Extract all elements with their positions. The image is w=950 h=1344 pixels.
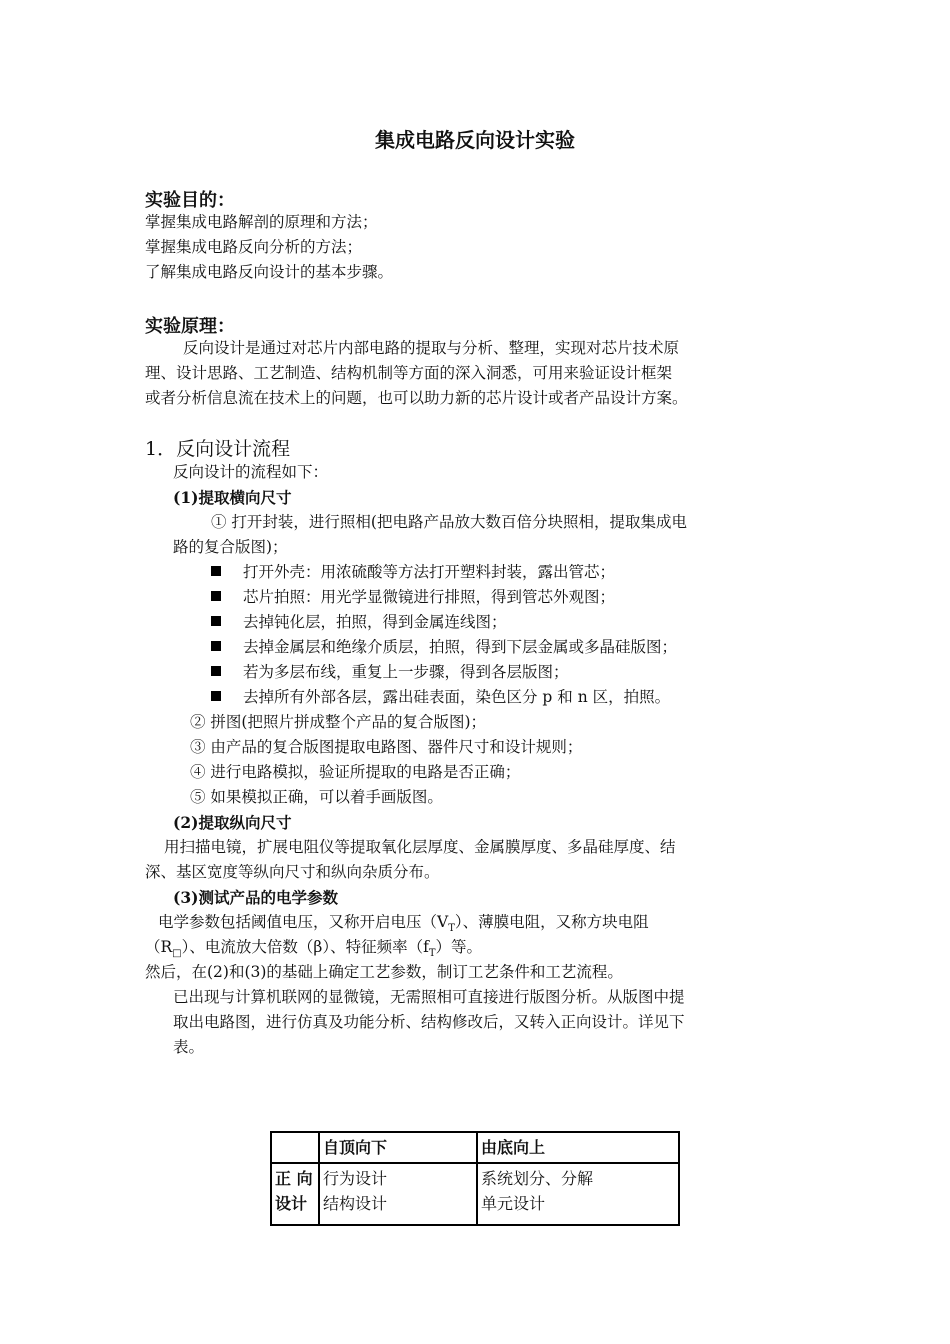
section-heading: 1．反向设计流程 — [145, 438, 291, 460]
bullet-item: 去掉钝化层，拍照，得到金属连线图； — [211, 610, 507, 635]
table-cell: 系统划分、分解 单元设计 — [477, 1163, 679, 1225]
step1-item: ⑤ 如果模拟正确，可以着手画版图。 — [190, 788, 443, 806]
step3-title: (3)测试产品的电学参数 — [173, 888, 338, 907]
step1-item1: ① 打开封装，进行照相(把电路产品放大数百倍分块照相，提取集成电 — [211, 513, 687, 531]
purpose-line: 掌握集成电路反向分析的方法； — [145, 238, 363, 256]
purpose-line: 了解集成电路反向设计的基本步骤。 — [145, 263, 394, 281]
step2-title: (2)提取纵向尺寸 — [173, 813, 292, 832]
square-bullet-icon — [211, 591, 221, 601]
note-line: 取出电路图，进行仿真及功能分析、结构修改后，又转入正向设计。详见下 — [173, 1013, 685, 1031]
table-header-cell: 由底向上 — [477, 1132, 679, 1163]
step2-line: 深、基区宽度等纵向尺寸和纵向杂质分布。 — [145, 863, 440, 881]
bullet-item: 芯片拍照：用光学显微镜进行排照，得到管芯外观图； — [211, 585, 615, 610]
step1-item: ③ 由产品的复合版图提取电路图、器件尺寸和设计规则； — [190, 738, 583, 756]
square-bullet-icon — [211, 641, 221, 651]
step1-item1-cont: 路的复合版图)； — [173, 538, 288, 556]
purpose-line: 掌握集成电路解剖的原理和方法； — [145, 213, 378, 231]
table-cell: 行为设计 结构设计 — [319, 1163, 477, 1225]
bullet-item: 打开外壳：用浓硫酸等方法打开塑料封装，露出管芯； — [211, 560, 615, 585]
page-title: 集成电路反向设计实验 — [375, 128, 575, 152]
design-comparison-table — [270, 1131, 680, 1226]
bullet-item: 去掉金属层和绝缘介质层，拍照，得到下层金属或多晶硅版图； — [211, 635, 677, 660]
step3-line: 电学参数包括阈值电压，又称开启电压$(V_T)$、薄膜电阻，又称方块电阻 — [158, 913, 649, 935]
bullet-item: 去掉所有外部各层，露出硅表面，染色区分 p 和 n 区，拍照。 — [211, 685, 670, 710]
square-bullet-icon — [211, 566, 221, 576]
step3-line: $(R_□)$、电流放大倍数（β）、特征频率$(f_T)$等。 — [145, 938, 483, 960]
row-label: 正 向 设计 — [271, 1163, 319, 1225]
step1-item: ④ 进行电路模拟，验证所提取的电路是否正确； — [190, 763, 521, 781]
note-line: 表。 — [173, 1038, 205, 1056]
principle-line: 反向设计是通过对芯片内部电路的提取与分析、整理，实现对芯片技术原 — [183, 339, 680, 357]
table-header-row — [271, 1132, 679, 1163]
table-header-cell — [271, 1132, 319, 1163]
step1-item: ② 拼图(把照片拼成整个产品的复合版图)； — [190, 713, 487, 731]
section-intro: 反向设计的流程如下： — [173, 463, 329, 481]
square-bullet-icon — [211, 666, 221, 676]
square-bullet-icon — [211, 616, 221, 626]
note-line: 已出现与计算机联网的显微镜，无需照相可直接进行版图分析。从版图中提 — [173, 988, 685, 1006]
step1-title: (1)提取横向尺寸 — [173, 488, 292, 507]
principle-line: 理、设计思路、工艺制造、结构机制等方面的深入洞悉，可用来验证设计框架 — [145, 364, 673, 382]
table-header-cell: 自顶向下 — [319, 1132, 477, 1163]
principle-line: 或者分析信息流在技术上的问题，也可以助力新的芯片设计或者产品设计方案。 — [145, 389, 688, 407]
bullet-item: 若为多层布线，重复上一步骤，得到各层版图； — [211, 660, 569, 685]
table-row — [271, 1163, 679, 1225]
purpose-heading: 实验目的： — [145, 190, 235, 211]
principle-heading: 实验原理： — [145, 316, 235, 337]
step2-line: 用扫描电镜，扩展电阻仪等提取氧化层厚度、金属膜厚度、多晶硅厚度、结 — [164, 838, 676, 856]
square-bullet-icon — [211, 691, 221, 701]
then-line: 然后，在(2)和(3)的基础上确定工艺参数，制订工艺条件和工艺流程。 — [145, 963, 623, 981]
